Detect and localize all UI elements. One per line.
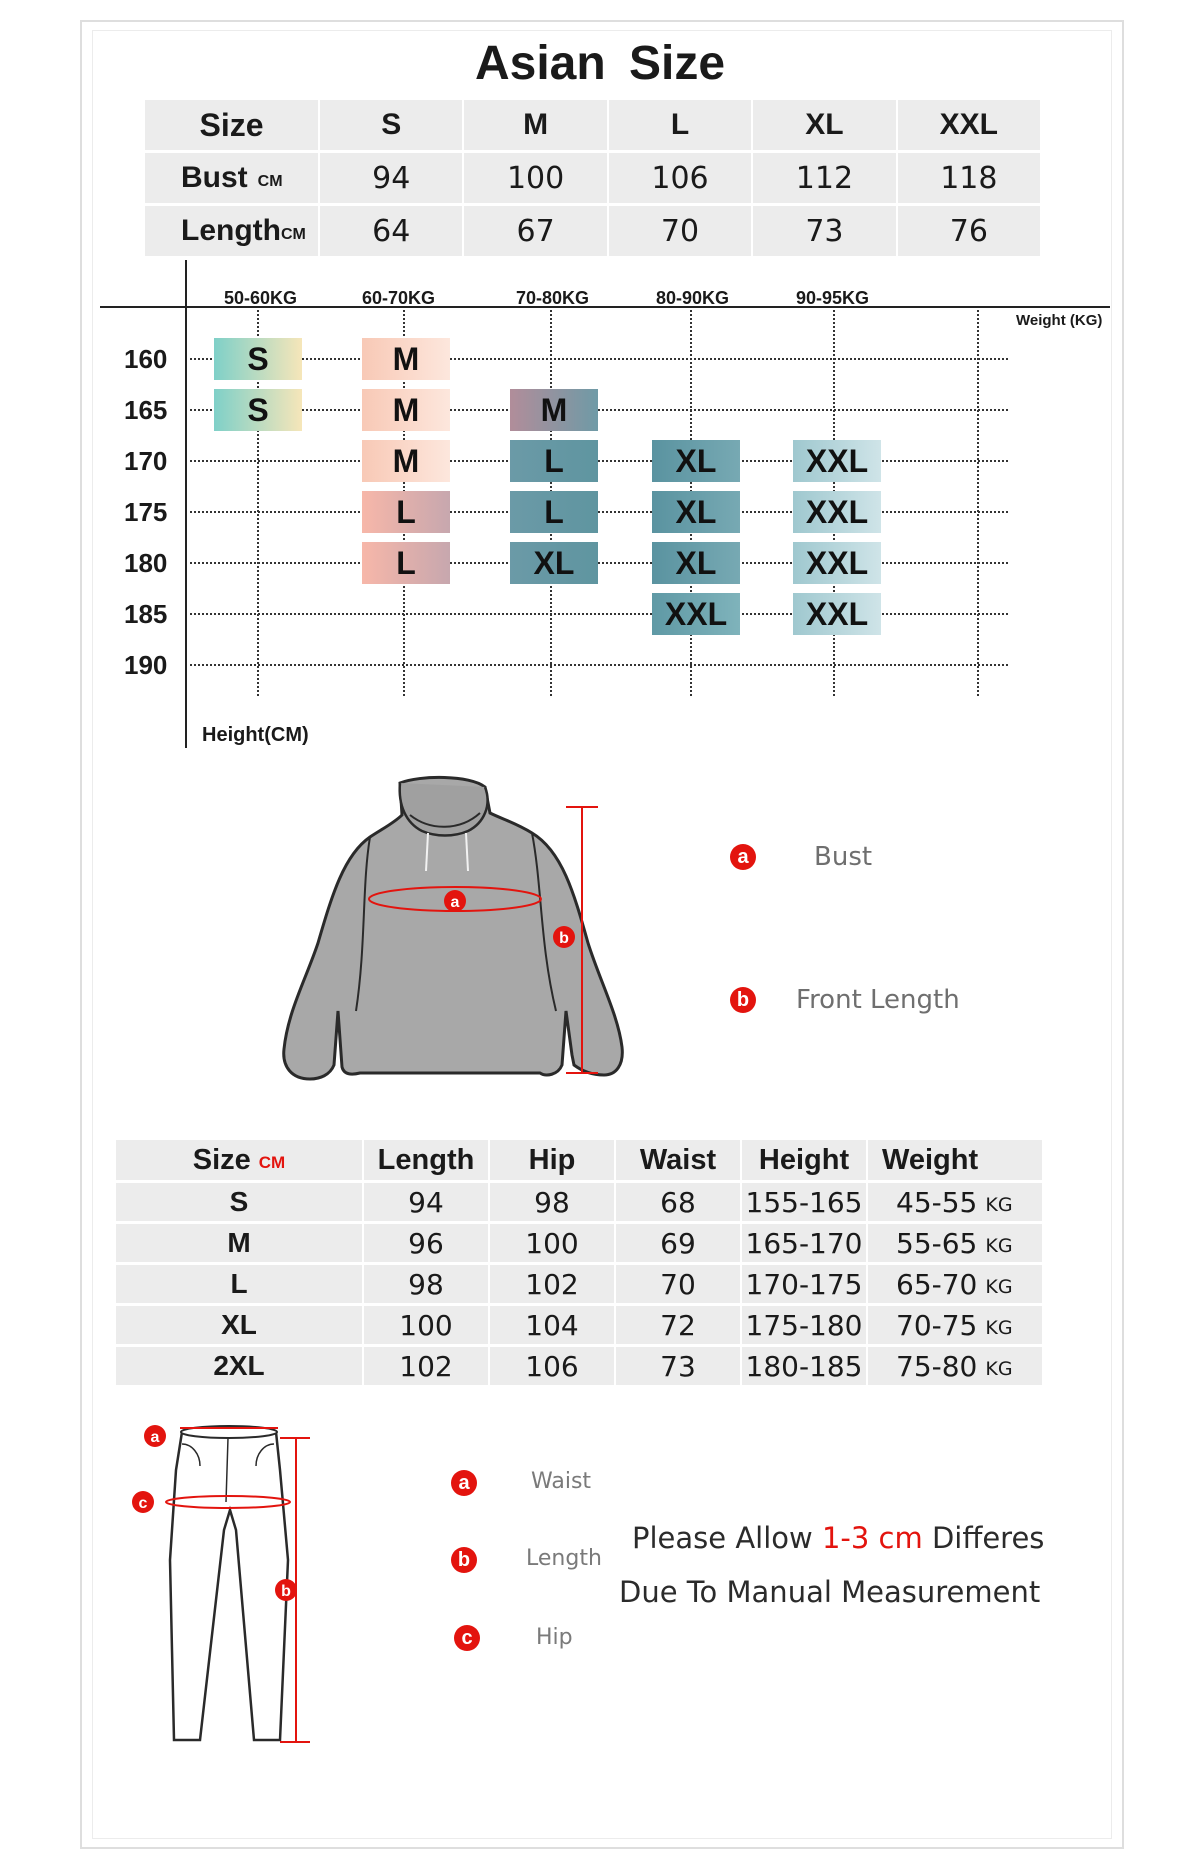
- legend-label: Front Length: [796, 985, 960, 1015]
- table-header-cell: L: [609, 100, 753, 150]
- table-cell: 73: [753, 206, 897, 256]
- table-cell: 98: [364, 1265, 490, 1303]
- weight-value: 55-65: [896, 1226, 978, 1260]
- size-box: XXL: [793, 593, 881, 635]
- table-row: [116, 1347, 1042, 1385]
- grid-line: [977, 310, 979, 696]
- legend-label-hip: Hip: [536, 1625, 573, 1650]
- table-header-cell: [116, 1140, 364, 1180]
- table-cell: 106: [490, 1347, 616, 1385]
- weight-range-label: 80-90KG: [656, 288, 730, 308]
- weight-range-label: 70-80KG: [516, 288, 590, 308]
- size-box: XXL: [793, 491, 881, 533]
- table-cell: 70: [616, 1265, 742, 1303]
- table-cell: 94: [320, 153, 464, 203]
- size-box: XXL: [793, 440, 881, 482]
- bottom-size-table: [116, 1140, 1042, 1388]
- table-header-cell: Waist: [616, 1140, 742, 1180]
- table-cell: L: [116, 1265, 364, 1303]
- table-header-cell: XL: [753, 100, 897, 150]
- table-cell: 180-185: [742, 1347, 868, 1385]
- measurement-note-line2: Due To Manual Measurement: [619, 1575, 1041, 1609]
- row-label-text: Length: [181, 214, 281, 247]
- grid-line: [190, 664, 1008, 666]
- weight-range-label: 90-95KG: [796, 288, 870, 308]
- size-box: XL: [652, 542, 740, 584]
- row-label-text: Bust: [181, 161, 248, 194]
- table-row: [116, 1306, 1042, 1344]
- height-label: 160: [124, 344, 168, 374]
- table-header-cell: Length: [364, 1140, 490, 1180]
- height-label: 165: [124, 395, 168, 425]
- table-header-row: [116, 1140, 1042, 1180]
- unit-label: CM: [257, 173, 283, 190]
- unit-label: KG: [985, 1194, 1013, 1216]
- size-box: L: [510, 491, 598, 533]
- size-box: M: [362, 338, 450, 380]
- marker-a-letter: a: [450, 894, 460, 911]
- size-box: S: [214, 338, 302, 380]
- legend-marker: b: [730, 987, 756, 1013]
- table-row: [116, 1265, 1042, 1303]
- height-label: 170: [124, 446, 168, 476]
- table-header-cell: Hip: [490, 1140, 616, 1180]
- table-cell: 118: [940, 160, 998, 196]
- size-box: XL: [652, 440, 740, 482]
- height-label: 190: [124, 650, 168, 680]
- pants-outline: [170, 1432, 288, 1740]
- legend-item-bust: [730, 842, 872, 872]
- size-box: XXL: [652, 593, 740, 635]
- legend-label: Bust: [814, 842, 873, 872]
- table-cell: 69: [616, 1224, 742, 1262]
- size-box: M: [362, 389, 450, 431]
- size-box: M: [510, 389, 598, 431]
- size-grid: [0, 0, 1200, 780]
- table-row: [116, 1183, 1042, 1221]
- table-cell: 102: [364, 1347, 490, 1385]
- table-cell: [868, 1306, 1042, 1344]
- table-cell: 112: [753, 153, 897, 203]
- table-cell: 64: [320, 206, 464, 256]
- table-cell: [868, 1347, 1042, 1385]
- table-header-cell: Height: [742, 1140, 868, 1180]
- table-cell: 67: [464, 206, 608, 256]
- weight-range-label: 60-70KG: [362, 288, 436, 308]
- grid-line: [190, 562, 1008, 564]
- size-box: M: [362, 440, 450, 482]
- table-cell: 68: [616, 1183, 742, 1221]
- size-box: L: [362, 542, 450, 584]
- marker-b-letter: b: [281, 1583, 291, 1600]
- legend-marker: c: [454, 1625, 480, 1651]
- legend-label-waist: Waist: [531, 1469, 592, 1494]
- legend-item-front-length: [730, 985, 960, 1015]
- note-highlight: 1-3 cm: [821, 1521, 923, 1555]
- table-cell: [868, 1265, 1042, 1303]
- grid-line: [190, 358, 1008, 360]
- table-cell: 104: [490, 1306, 616, 1344]
- marker-a-letter: a: [150, 1429, 160, 1446]
- grid-line: [190, 613, 1008, 615]
- table-cell: 2XL: [116, 1347, 364, 1385]
- table-cell: 106: [609, 153, 753, 203]
- unit-label: KG: [985, 1235, 1013, 1257]
- table-cell: 100: [490, 1224, 616, 1262]
- marker-c-letter: c: [138, 1495, 148, 1512]
- height-axis-line: [185, 260, 187, 748]
- height-label: 180: [124, 548, 168, 578]
- table-cell: 155-165: [742, 1183, 868, 1221]
- table-cell: 170-175: [742, 1265, 868, 1303]
- note-prefix: Please Allow: [632, 1521, 822, 1555]
- table-cell: M: [116, 1224, 364, 1262]
- table-cell: 96: [364, 1224, 490, 1262]
- table-cell: S: [116, 1183, 364, 1221]
- page-title: Asian Size: [474, 37, 726, 90]
- weight-value: 65-70: [896, 1267, 978, 1301]
- table-cell: 76: [949, 213, 988, 249]
- weight-value: 70-75: [896, 1308, 978, 1342]
- weight-value: 45-55: [896, 1185, 978, 1219]
- grid-line: [190, 511, 1008, 513]
- table-cell: 94: [364, 1183, 490, 1221]
- unit-label: CM: [280, 226, 306, 243]
- height-label: 175: [124, 497, 168, 527]
- height-axis-title: Height(CM): [202, 724, 309, 746]
- size-box: S: [214, 389, 302, 431]
- legend-marker: a: [451, 1470, 477, 1496]
- weight-value: 75-80: [896, 1349, 978, 1383]
- table-header-cell: Size: [145, 100, 320, 150]
- table-cell: 175-180: [742, 1306, 868, 1344]
- weight-axis-title: Weight (KG): [1016, 312, 1103, 329]
- table-cell: 100: [464, 153, 608, 203]
- table-header-cell: S: [320, 100, 464, 150]
- table-header-cell: M: [464, 100, 608, 150]
- table-cell: XL: [116, 1306, 364, 1344]
- table-header-cell: XXL: [939, 108, 998, 141]
- hoodie-diagram: [270, 775, 640, 1095]
- table-cell: [868, 1183, 1042, 1221]
- table-cell: 98: [490, 1183, 616, 1221]
- height-label: 185: [124, 599, 168, 629]
- marker-b-letter: b: [559, 930, 569, 947]
- table-cell: 73: [616, 1347, 742, 1385]
- table-cell: 165-170: [742, 1224, 868, 1262]
- legend-marker: a: [730, 844, 756, 870]
- table-cell: 100: [364, 1306, 490, 1344]
- unit-label: KG: [985, 1317, 1013, 1339]
- unit-label: CM: [258, 1153, 286, 1172]
- measurement-note-line1: [632, 1521, 1044, 1555]
- unit-label: KG: [985, 1358, 1013, 1380]
- size-box: XXL: [793, 542, 881, 584]
- table-cell: 70: [609, 206, 753, 256]
- pants-diagram: [130, 1410, 330, 1750]
- weight-range-label: 50-60KG: [224, 288, 298, 308]
- grid-line: [190, 460, 1008, 462]
- note-suffix: Differes: [922, 1521, 1045, 1555]
- table-cell: [868, 1224, 1042, 1262]
- table-cell: 102: [490, 1265, 616, 1303]
- size-box: XL: [510, 542, 598, 584]
- table-row: [116, 1224, 1042, 1262]
- size-box: L: [510, 440, 598, 482]
- header-size: Size: [192, 1143, 251, 1176]
- legend-label-length: Length: [526, 1546, 602, 1571]
- table-header-cell: Weight: [882, 1143, 979, 1176]
- unit-label: KG: [985, 1276, 1013, 1298]
- size-box: L: [362, 491, 450, 533]
- table-cell: 72: [616, 1306, 742, 1344]
- grid-line: [190, 409, 1008, 411]
- size-box: XL: [652, 491, 740, 533]
- legend-marker: b: [451, 1547, 477, 1573]
